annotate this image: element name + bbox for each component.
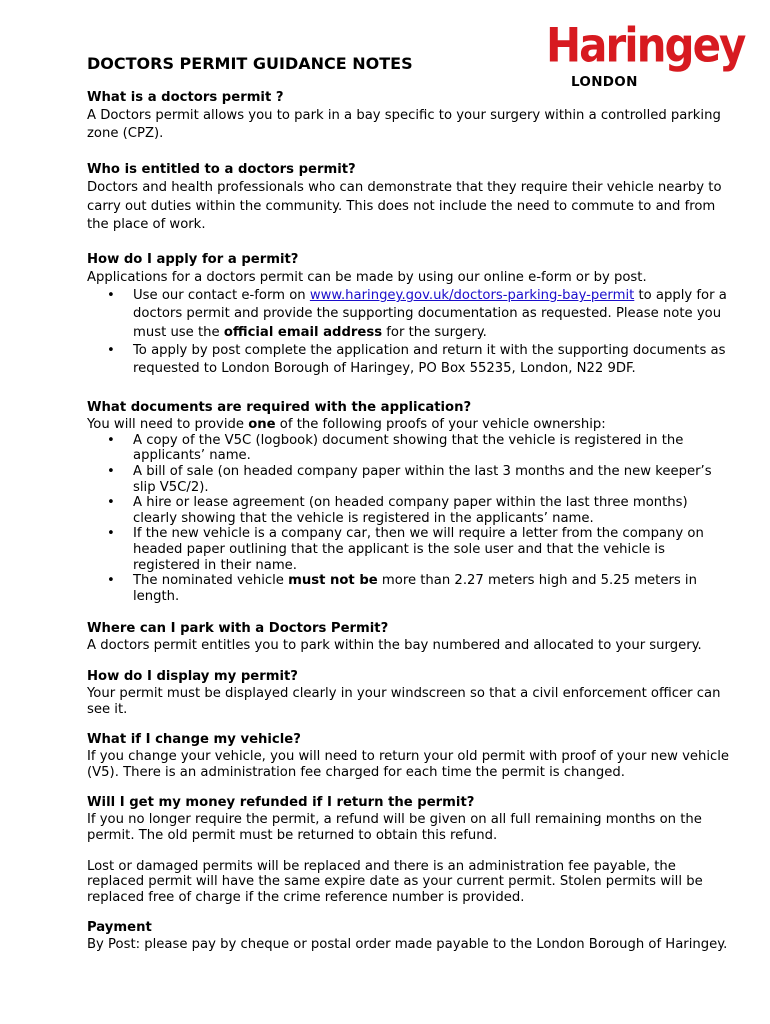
list-item: • A copy of the V5C (logbook) document showing that the vehicle is registered in the applicants’ name. — [107, 432, 684, 464]
bullet-icon: • — [107, 573, 115, 589]
list-item: • The nominated vehicle must not be more than 2.27 meters high and 5.25 meters in length. — [107, 573, 697, 604]
text-change: If you change your vehicle, you will need to return your old permit with proof of your new vehicle (V5). There is an administration fee charged for each time the permit is changed. — [87, 749, 730, 780]
section-display — [87, 668, 732, 717]
section-apply — [87, 251, 732, 378]
text-apply: Applications for a doctors permit can be made by using our online e-form or by post. — [87, 270, 647, 286]
bullet-icon: • — [107, 432, 115, 448]
heading-documents: What documents are required with the application? — [87, 400, 472, 416]
text-where: A doctors permit entitles you to park within the bay numbered and allocated to your surgery. — [87, 638, 702, 654]
text-who: Doctors and health professionals who can demonstrate that they require their vehicle nearby to carry out duties within the community. This does not include the need to commute to and from the place of work. — [87, 180, 722, 232]
text-documents-intro: You will need to provide one of the following proofs of your vehicle ownership: — [87, 417, 606, 433]
documents-list — [87, 433, 732, 605]
text-what-is: A Doctors permit allows you to park in a bay specific to your surgery within a controlled parking zone (CPZ). — [87, 108, 721, 142]
page-title: DOCTORS PERMIT GUIDANCE NOTES — [87, 54, 413, 73]
text-display: Your permit must be displayed clearly in your windscreen so that a civil enforcement officer can see it. — [87, 685, 721, 717]
bullet-icon: • — [107, 342, 115, 358]
heading-where: Where can I park with a Doctors Permit? — [87, 621, 389, 637]
heading-display: How do I display my permit? — [87, 668, 298, 684]
logo-subtitle: LONDON — [571, 74, 638, 90]
text-payment: By Post: please pay by cheque or postal order made payable to the London Borough of Haringey. — [87, 937, 728, 953]
section-refund — [87, 794, 732, 905]
section-payment — [87, 919, 732, 953]
section-documents — [87, 399, 732, 604]
list-item: • If the new vehicle is a company car, then we will require a letter from the company on headed paper outlining that the applicant is the sole user and that the vehicle is registered in their name. — [107, 526, 704, 573]
bullet-icon: • — [107, 288, 115, 304]
apply-list — [87, 287, 732, 378]
heading-change: What if I change my vehicle? — [87, 732, 301, 748]
heading-what-is: What is a doctors permit ? — [87, 90, 284, 105]
section-change — [87, 731, 732, 780]
list-item: • Use our contact e-form on www.haringey.gov.uk/doctors-parking-bay-permit to apply for a doctors permit and provide the supporting documentation as requested. Please note you must use the official email address for the surgery. — [107, 288, 727, 340]
heading-apply: How do I apply for a permit? — [87, 252, 299, 268]
list-item: • A hire or lease agreement (on headed company paper within the last three months) clearly showing that the vehicle is registered in the applicants’ name. — [107, 495, 688, 526]
text-refund: If you no longer require the permit, a refund will be given on all full remaining months on the permit. The old permit must be returned to obtain this refund. — [87, 812, 702, 843]
heading-who: Who is entitled to a doctors permit? — [87, 162, 356, 178]
doctors-permit-link[interactable]: www.haringey.gov.uk/doctors-parking-bay-permit — [309, 288, 635, 304]
heading-refund: Will I get my money refunded if I return the permit? — [87, 795, 475, 811]
document-body — [87, 89, 732, 953]
section-what-is — [87, 89, 732, 143]
haringey-logo — [546, 18, 745, 94]
text-lost-permits: Lost or damaged permits will be replaced and there is an administration fee payable, the replaced permit will have the same expire date as your current permit. Stolen permits will be replaced free of charge if the crime reference number is provided. — [87, 858, 703, 905]
bullet-icon: • — [107, 464, 115, 480]
section-who — [87, 161, 732, 234]
logo-wordmark: Haringey — [546, 18, 745, 73]
list-item: • To apply by post complete the application and return it with the supporting documents as requested to London Borough of Haringey, PO Box 55235, London, N22 9DF. — [107, 342, 726, 377]
heading-payment: Payment — [87, 920, 152, 936]
list-item: • A bill of sale (on headed company paper within the last 3 months and the new keeper’s slip V5C/2). — [107, 464, 712, 495]
bullet-icon: • — [107, 526, 115, 542]
section-where — [87, 620, 732, 654]
bullet-icon: • — [107, 495, 115, 511]
